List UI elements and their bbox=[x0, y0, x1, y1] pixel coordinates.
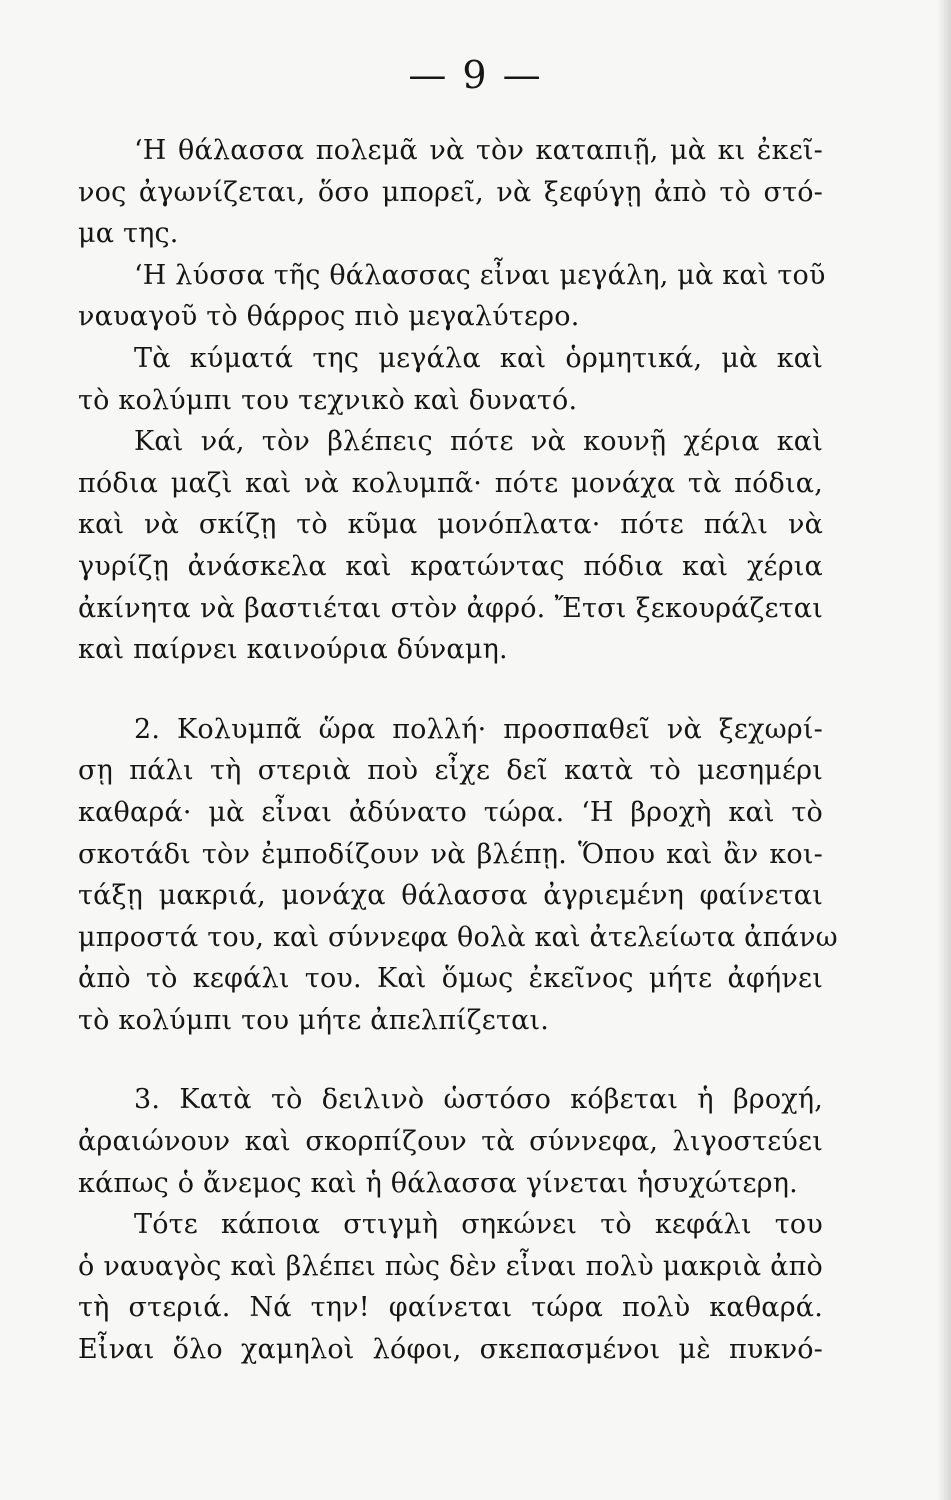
paragraph bbox=[78, 709, 838, 1042]
text-line: ‘Η θάλασσα πολεμᾶ νὰ τὸν καταπιῇ, μὰ κι ἐκεῖ- bbox=[134, 135, 823, 166]
paragraph bbox=[78, 130, 823, 255]
page-number: — 9 — bbox=[408, 53, 543, 97]
page-edge-shadow bbox=[937, 0, 951, 1500]
paragraph bbox=[78, 255, 826, 338]
text-line: ἀκίνητα νὰ βαστιέται στὸν ἀφρό. Ἔτσι ξεκουράζεται bbox=[78, 592, 823, 624]
text-line: 3. Κατὰ τὸ δειλινὸ ὡστόσο κόβεται ἡ βροχή, bbox=[134, 1084, 823, 1116]
paragraph-gap bbox=[78, 671, 823, 709]
text-line: ἀραιώνουν καὶ σκορπίζουν τὰ σύννεφα, λιγοστεύει bbox=[78, 1126, 823, 1158]
paragraph-gap bbox=[78, 1041, 823, 1079]
text-line: μα της. bbox=[78, 218, 179, 250]
text-line: ἀπὸ τὸ κεφάλι του. Καὶ ὅμως ἐκεῖνος μήτε ἀφήνει bbox=[78, 963, 823, 995]
paragraph bbox=[78, 421, 823, 671]
text-line: καὶ νὰ σκίζῃ τὸ κῦμα μονόπλατα· πότε πάλι νὰ bbox=[78, 509, 823, 541]
body-text bbox=[78, 130, 838, 1371]
text-line: τὴ στεριά. Νά την! φαίνεται τώρα πολὺ καθαρά. bbox=[78, 1292, 823, 1324]
text-line: σκοτάδι τὸν ἐμποδίζουν νὰ βλέπῃ. Ὅπου καὶ ἂν κοι- bbox=[78, 838, 823, 870]
paragraph bbox=[78, 338, 823, 421]
text-line: γυρίζῃ ἀνάσκελα καὶ κρατώντας πόδια καὶ χέρια bbox=[78, 550, 823, 582]
text-line: πόδια μαζὶ καὶ νὰ κολυμπᾶ· πότε μονάχα τὰ πόδια, bbox=[78, 467, 823, 499]
text-line: καθαρά· μὰ εἶναι ἀδύνατο τώρα. ‘Η βροχὴ καὶ τὸ bbox=[78, 796, 823, 828]
text-line: Τὰ κύματά της μεγάλα καὶ ὁρμητικά, μὰ καὶ bbox=[134, 342, 823, 374]
text-line: ὁ ναυαγὸς καὶ βλέπει πὼς δὲν εἶναι πολὺ μακριὰ ἀπὸ bbox=[78, 1250, 823, 1282]
text-line: ναυαγοῦ τὸ θάρρος πιὸ μεγαλύτερο. bbox=[78, 301, 580, 333]
text-line: καὶ παίρνει καινούρια δύναμη. bbox=[78, 634, 508, 666]
text-line: τὸ κολύμπι του μήτε ἀπελπίζεται. bbox=[78, 1004, 550, 1036]
text-line: Εἶναι ὅλο χαμηλοὶ λόφοι, σκεπασμένοι μὲ πυκνό- bbox=[78, 1334, 823, 1366]
text-line: ‘Η λύσσα τῆς θάλασσας εἶναι μεγάλη, μὰ καὶ τοῦ bbox=[134, 259, 826, 291]
text-line: Καὶ νά, τὸν βλέπεις πότε νὰ κουνῇ χέρια καὶ bbox=[134, 426, 823, 458]
text-line: νος ἀγωνίζεται, ὅσο μπορεῖ, νὰ ξεφύγῃ ἀπὸ τὸ στό- bbox=[78, 176, 823, 208]
paragraph bbox=[78, 1204, 823, 1370]
text-line: τάξῃ μακριά, μονάχα θάλασσα ἀγριεμένη φαίνεται bbox=[78, 880, 823, 912]
paragraph bbox=[78, 1079, 823, 1204]
text-line: κάπως ὁ ἄνεμος καὶ ἡ θάλασσα γίνεται ἡσυχώτερη. bbox=[78, 1167, 798, 1199]
text-line: 2. Κολυμπᾶ ὥρα πολλή· προσπαθεῖ νὰ ξεχωρί- bbox=[134, 713, 823, 745]
text-line: τὸ κολύμπι του τεχνικὸ καὶ δυνατό. bbox=[78, 384, 578, 416]
text-line: σῃ πάλι τὴ στεριὰ ποὺ εἶχε δεῖ κατὰ τὸ μεσημέρι bbox=[78, 755, 823, 787]
text-line: Τότε κάποια στιγμὴ σηκώνει τὸ κεφάλι του bbox=[134, 1209, 823, 1241]
text-line: μπροστά του, καὶ σύννεφα θολὰ καὶ ἀτελείωτα ἀπάνω bbox=[78, 921, 838, 953]
